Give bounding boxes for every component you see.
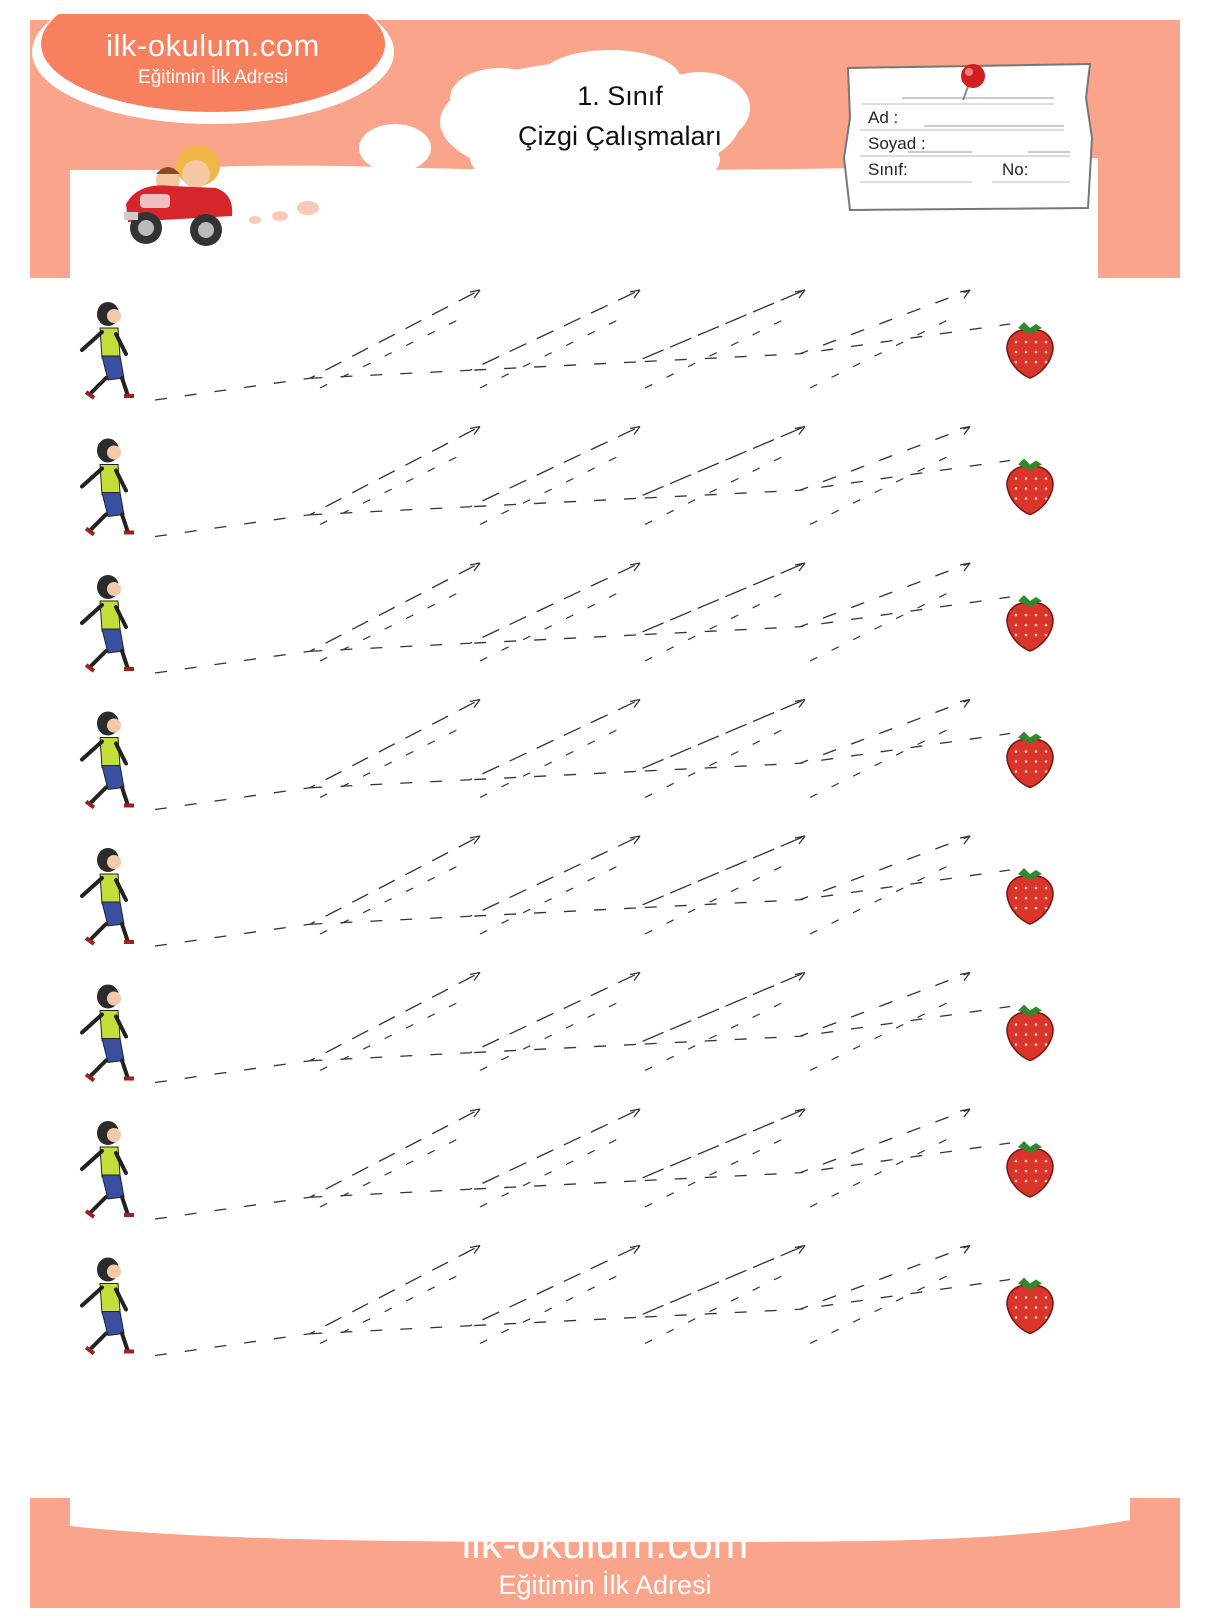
arrow-icon: [960, 1109, 970, 1117]
dashed-trace-line: [480, 451, 630, 525]
tracing-row: [82, 700, 1053, 810]
dashed-trace-line: [155, 427, 1010, 537]
dashed-trace-line: [320, 314, 470, 388]
dashed-trace-line: [810, 314, 960, 388]
tracing-row: [82, 427, 1053, 537]
dashed-trace-line: [645, 314, 795, 388]
strawberry-icon: [1007, 732, 1053, 788]
tracing-row: [82, 973, 1053, 1083]
dashed-trace-line: [480, 860, 630, 934]
dashed-trace-line: [480, 997, 630, 1071]
tracing-row: [82, 1109, 1053, 1219]
title-topic: Çizgi Çalışmaları: [517, 121, 723, 151]
dashed-trace-line: [320, 997, 470, 1071]
dashed-trace-line: [810, 1270, 960, 1344]
dashed-trace-line: [155, 700, 1010, 810]
no-label: No:: [1002, 160, 1029, 179]
dashed-trace-line: [480, 1133, 630, 1207]
dashed-trace-line: [810, 587, 960, 661]
dashed-trace-line: [645, 451, 795, 525]
tracing-row: [82, 563, 1053, 673]
dashed-trace-line: [155, 1246, 1010, 1356]
arrow-icon: [960, 290, 970, 298]
dashed-trace-line: [810, 860, 960, 934]
strawberry-icon: [1007, 1141, 1053, 1197]
dashed-trace-line: [320, 587, 470, 661]
dashed-trace-line: [480, 587, 630, 661]
dashed-trace-line: [320, 724, 470, 798]
walking-girl-icon: [82, 712, 134, 808]
footer-site-name: ilk-okulum.com: [461, 1520, 749, 1568]
logo-site-name: ilk-okulum.com: [106, 28, 320, 63]
arrow-icon: [960, 973, 970, 981]
dashed-trace-line: [645, 724, 795, 798]
tracing-row: [82, 290, 1053, 400]
strawberry-icon: [1007, 1005, 1053, 1061]
arrow-icon: [960, 563, 970, 571]
walking-girl-icon: [82, 575, 134, 671]
walking-girl-icon: [82, 439, 134, 535]
ad-label: Ad :: [868, 108, 899, 127]
dashed-trace-line: [320, 1133, 470, 1207]
dashed-trace-line: [810, 724, 960, 798]
walking-girl-icon: [82, 848, 134, 944]
walking-girl-icon: [82, 985, 134, 1081]
dashed-trace-line: [645, 860, 795, 934]
dashed-trace-line: [645, 997, 795, 1071]
arrow-icon: [960, 700, 970, 708]
dashed-trace-line: [480, 1270, 630, 1344]
dashed-trace-line: [810, 1133, 960, 1207]
dashed-trace-line: [480, 314, 630, 388]
dashed-trace-line: [810, 451, 960, 525]
strawberry-icon: [1007, 322, 1053, 378]
dashed-trace-line: [320, 860, 470, 934]
strawberry-icon: [1007, 459, 1053, 515]
arrow-icon: [960, 1246, 970, 1254]
dashed-trace-line: [155, 563, 1010, 673]
strawberry-icon: [1007, 868, 1053, 924]
walking-girl-icon: [82, 1121, 134, 1217]
footer-tagline: Eğitimin İlk Adresi: [498, 1570, 712, 1600]
walking-girl-icon: [82, 1258, 134, 1354]
logo-tagline: Eğitimin İlk Adresi: [138, 67, 288, 88]
dashed-trace-line: [480, 724, 630, 798]
dashed-trace-line: [320, 1270, 470, 1344]
soyad-label: Soyad :: [868, 134, 926, 153]
dashed-trace-line: [645, 587, 795, 661]
dashed-trace-line: [645, 1133, 795, 1207]
arrow-icon: [960, 427, 970, 435]
tracing-row: [82, 1246, 1053, 1356]
dashed-trace-line: [155, 836, 1010, 946]
title-grade: 1. Sınıf: [577, 81, 663, 111]
strawberry-icon: [1007, 1278, 1053, 1334]
tracing-row: [82, 836, 1053, 946]
sinif-label: Sınıf:: [868, 160, 908, 179]
walking-girl-icon: [82, 302, 134, 398]
strawberry-icon: [1007, 595, 1053, 651]
dashed-trace-line: [155, 290, 1010, 400]
dashed-trace-line: [155, 973, 1010, 1083]
dashed-trace-line: [155, 1109, 1010, 1219]
arrow-icon: [960, 836, 970, 844]
dashed-trace-line: [320, 451, 470, 525]
dashed-trace-line: [645, 1270, 795, 1344]
dashed-trace-line: [810, 997, 960, 1071]
